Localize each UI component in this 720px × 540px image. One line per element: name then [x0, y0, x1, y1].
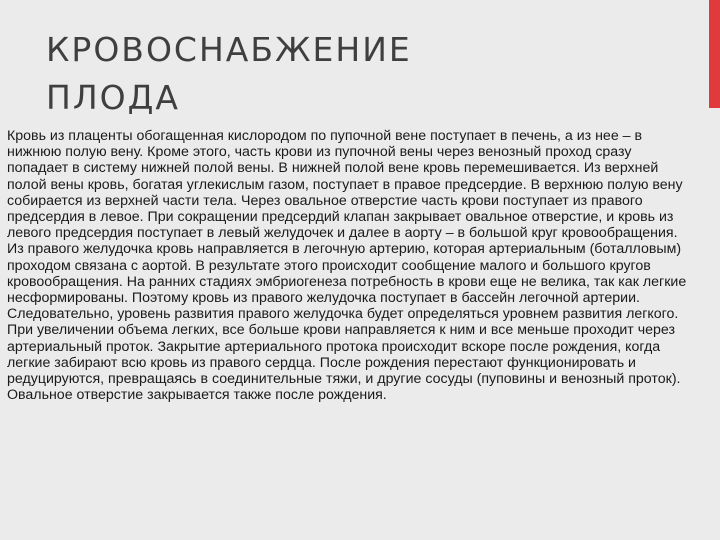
slide-title-line-1: КРОВОСНАБЖЕНИЕ	[46, 30, 412, 69]
accent-bar	[709, 0, 720, 108]
slide-body-text: Кровь из плаценты обогащенная кислородом по пупочной вене поступает в печень, а из нее – в нижнюю полую вену. Кроме этого, часть крови из пупочной вены через венозный проход сразу попадает в систему нижней полой вены. В нижней полой вене кровь перемешивается. Из верхней полой вены кровь, богатая углекислым газом, поступает в правое предсердие. В верхнюю полую вену собирается из верхней части тела. Через овальное отверстие часть крови поступает из правого предсердия в левое. При сокращении предсердий клапан закрывает овальное отверстие, и кровь из левого предсердия поступает в левый желудочек и далее в аорту – в большой круг кровообращения. Из правого желудочка кровь направляется в легочную артерию, которая артериальным (боталловым) проходом связана с аортой. В результате этого происходит сообщение малого и большого кругов кровообращения. На ранних стадиях эмбриогенеза потребность в крови еще не велика, так как легкие несформированы. Поэтому кровь из правого желудочка поступает в бассейн легочной артерии. Следовательно, уровень развития правого желудочка будет определяться уровнем развития легкого. При увеличении объема легких, все больше крови направляется к ним и все меньше проходит через артериальный проток. Закрытие артериального протока происходит вскоре после рождения, когда легкие забирают всю кровь из правого сердца. После рождения перестают функционировать и редуцируются, превращаясь в соединительные тяжи, и другие сосуды (пуповины и венозный проток). Овальное отверстие закрывается также после рождения.	[7, 128, 687, 404]
slide-title	[46, 26, 646, 122]
slide-title-line-2: ПЛОДА	[46, 78, 180, 117]
